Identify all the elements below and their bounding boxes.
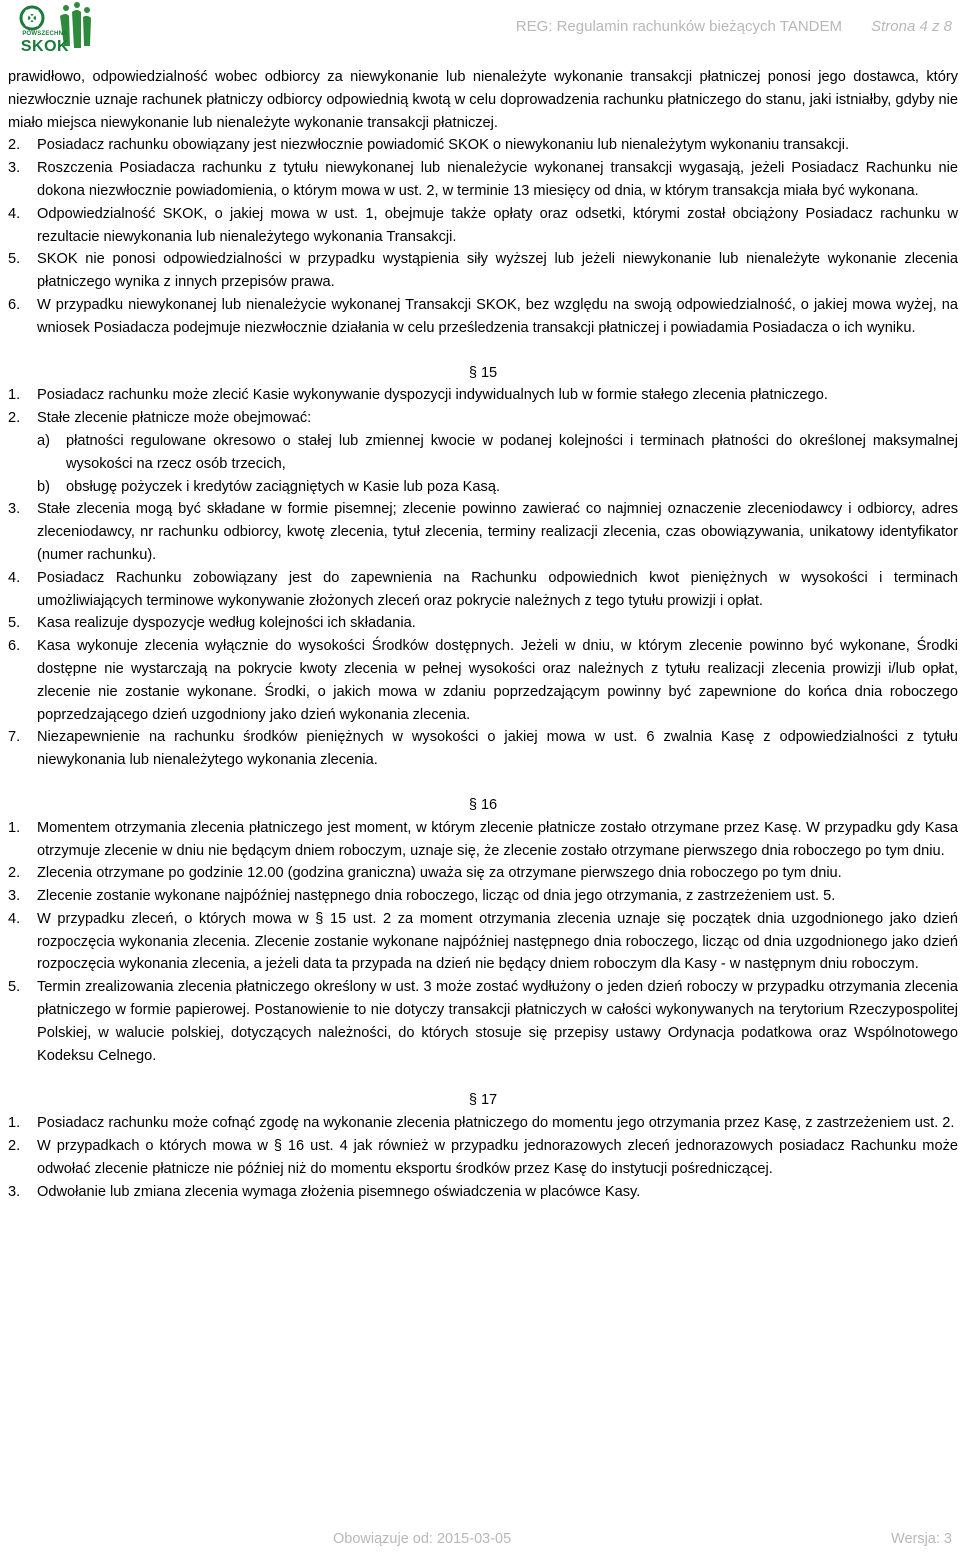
list-item	[8, 1181, 958, 1204]
item-number: 4.	[8, 910, 21, 927]
sub-list-item	[8, 476, 958, 499]
skok-logo	[14, 2, 94, 56]
sub-item-letter: b)	[37, 478, 50, 495]
item-text: Stałe zlecenia mogą być składane w formie pisemnej; zlecenie powinno zawierać co najmniej oznaczenie zleceniodawcy i odbiorcy, adres zleceniodawcy, nr rachunku odbiorcy, kwotę zlecenia, tytuł zlecenia, terminy realizacji zlecenia, czas obowiązywania, unikatowy identyfikator (numer rachunku).	[37, 501, 958, 563]
item-number: 5.	[8, 979, 21, 996]
item-text: Zlecenia otrzymane po godzinie 12.00 (godzina graniczna) uważa się za otrzymane pierwszego dnia roboczego po tym dniu.	[37, 865, 842, 882]
item-number: 2.	[8, 1138, 21, 1155]
list-item	[8, 635, 958, 726]
item-text: Zlecenie zostanie wykonane najpóźniej następnego dnia roboczego, licząc od dnia jego otrzymania, z zastrzeżeniem ust. 5.	[37, 888, 836, 905]
page-header	[0, 0, 960, 62]
item-number: 3.	[8, 160, 21, 177]
item-number: 3.	[8, 1183, 21, 1200]
item-number: 2.	[8, 137, 21, 154]
section-heading-15	[8, 362, 958, 385]
list-item	[8, 726, 958, 772]
section-heading-17	[8, 1089, 958, 1112]
logo-text-large: SKOK	[20, 38, 70, 55]
list-item	[8, 248, 958, 294]
sub-item-text: obsługę pożyczek i kredytów zaciągniętych w Kasie lub poza Kasą.	[66, 478, 500, 495]
sub-item-text: płatności regulowane okresowo o stałej lub zmiennej kwocie w podanej kolejności i terminach płatności do określonej maksymalnej wysokości na rzecz osób trzecich,	[66, 432, 958, 472]
page-number: Strona 4 z 8	[871, 18, 952, 35]
item-text: Posiadacz rachunku może zlecić Kasie wykonywanie dyspozycji indywidualnych lub w formie stałego zlecenia płatniczego.	[37, 387, 828, 404]
item-number: 1.	[8, 1115, 21, 1132]
item-number: 1.	[8, 819, 21, 836]
page-footer	[0, 1529, 960, 1553]
item-text: Stałe zlecenie płatnicze może obejmować:	[37, 410, 312, 427]
item-number: 6.	[8, 296, 21, 313]
item-text: Kasa realizuje dyspozycje według kolejności ich składania.	[37, 615, 416, 632]
item-number: 3.	[8, 888, 21, 905]
item-text: Momentem otrzymania zlecenia płatniczego jest moment, w którym zlecenie płatnicze zostało otrzymane przez Kasę. W przypadku gdy Kasa otrzymuje zlecenie w dniu nie będącym dniem roboczym, uznaje się, że zlecenie zostało otrzymane pierwszego dnia roboczego po tym dniu.	[37, 819, 958, 859]
list-item	[8, 567, 958, 613]
item-text: Termin zrealizowania zlecenia płatniczego określony w ust. 3 może zostać wydłużony o jeden dzień roboczy w przypadku otrzymania zlecenia płatniczego w formie papierowej. Postanowienie to nie dotyczy transakcji płatniczych w całości wykonywanych na terytorium Rzeczypospolitej Polskiej, w walucie polskiej, dotyczących należności, do których stosuje się przepisy ustawy Ordynacja podatkowa oraz Wspólnotowego Kodeksu Celnego.	[37, 979, 958, 1064]
item-number: 7.	[8, 729, 21, 746]
list-item	[8, 862, 958, 885]
list-item	[8, 498, 958, 566]
list-item	[8, 294, 958, 340]
list-item	[8, 407, 958, 430]
list-item	[8, 1112, 958, 1135]
item-number: 4.	[8, 205, 21, 222]
document-title: REG: Regulamin rachunków bieżących TANDEM	[515, 18, 842, 35]
item-number: 1.	[8, 387, 21, 404]
list-item	[8, 908, 958, 976]
list-item	[8, 384, 958, 407]
item-text: W przypadkach o których mowa w § 16 ust. 4 jak również w przypadku jednorazowych zleceń jednorazowych posiadacz Rachunku może odwołać zlecenie płatnicze nie później niż do momentu eksportu środków przez Kasę do instytucji pośredniczącej.	[37, 1138, 958, 1177]
item-text: Odwołanie lub zmiana zlecenia wymaga złożenia pisemnego oświadczenia w placówce Kasy.	[37, 1183, 641, 1200]
section-number: 15	[480, 364, 498, 381]
paragraph-sign: §	[468, 1092, 477, 1109]
item-text: Odpowiedzialność SKOK, o jakiej mowa w ust. 1, obejmuje także opłaty oraz odsetki, którymi został obciążony Posiadacz rachunku w rezultacie niewykonania lub nienależytego wykonania Transakcji.	[37, 205, 958, 245]
item-text: Kasa wykonuje zlecenia wyłącznie do wysokości Środków dostępnych. Jeżeli w dniu, w którym zlecenie powinno być wykonane, Środki dostępne nie wystarczają na pokrycie kwoty zlecenia w pełnej wysokości oraz należnych z tytułu realizacji zlecenia prowizji i/lub opłat, zlecenie nie zostanie wykonane. Środki, o jakich mowa w zdaniu poprzedzającym powinny być zapewnione do końca dnia roboczego poprzedzającego dzień uzgodniony jako dzień wykonania zlecenia.	[37, 638, 958, 723]
item-text: W przypadku zleceń, o których mowa w § 15 ust. 2 za moment otrzymania zlecenia uznaje się początek dnia uzgodnionego jako dzień rozpoczęcia wykonania zlecenia. Zlecenie zostanie wykonane najpóźniej następnego dnia roboczego, licząc od dnia uzgodnionego jako dzień rozpoczęcia wykonania zlecenia, a jeżeli data ta przypada na dzień nie będący dniem roboczym dla Kasy - w następnym dniu roboczym.	[37, 910, 958, 973]
sub-item-letter: a)	[37, 432, 50, 449]
item-number: 2.	[8, 410, 21, 427]
item-text: Posiadacz Rachunku zobowiązany jest do zapewnienia na Rachunku odpowiednich kwot pieniężnych w wysokości i terminach umożliwiających terminowe wykonywanie złożonych zleceń oraz pokrycie należnych z tego tytułu prowizji i opłat.	[37, 569, 958, 609]
item-text: Posiadacz rachunku może cofnąć zgodę na wykonanie zlecenia płatniczego do momentu jego otrzymania przez Kasę, z zastrzeżeniem ust. 2.	[37, 1115, 955, 1132]
item-text: W przypadku niewykonanej lub nienależycie wykonanej Transakcji SKOK, bez względu na swoją odpowiedzialność, o jakiej mowa wyżej, na wniosek Posiadacza podejmuje niezwłocznie działania w celu prześledzenia transakcji płatniczej i powiadamia Posiadacza o ich wyniku.	[37, 296, 958, 336]
list-item	[8, 1135, 958, 1181]
list-item	[8, 817, 958, 863]
list-item	[8, 203, 958, 249]
list-item	[8, 885, 958, 908]
item-number: 6.	[8, 638, 21, 655]
list-item	[8, 157, 958, 203]
list-item	[8, 976, 958, 1067]
item-text: Roszczenia Posiadacza rachunku z tytułu niewykonanej lub nienależycie wykonanej transakcji wygasają, jeżeli Posiadacz Rachunku nie dokona niezwłocznie powiadomienia, o którym mowa w ust. 2, w terminie 13 miesięcy od dnia, w którym transakcja miała być wykonana.	[37, 160, 958, 199]
paragraph-sign: §	[468, 796, 477, 813]
paragraph-sign: §	[468, 364, 477, 381]
item-number: 4.	[8, 569, 21, 586]
item-text: Posiadacz rachunku obowiązany jest niezwłocznie powiadomić SKOK o niewykonaniu lub nienależytym wykonaniu transakcji.	[37, 137, 849, 154]
item-number: 2.	[8, 865, 21, 882]
item-number: 5.	[8, 251, 21, 268]
section-number: 17	[480, 1092, 498, 1109]
intro-paragraph: prawidłowo, odpowiedzialność wobec odbiorcy za niewykonanie lub nienależyte wykonanie transakcji płatniczej ponosi jego dostawca, który niezwłocznie uznaje rachunek płatniczy odbiorcy odpowiednią kwotą w celu doprowadzenia rachunku płatniczego do stanu, jaki istniałby, gdyby nie miało miejsca niewykonanie lub nienależyte wykonanie transakcji płatniczej.	[8, 69, 958, 131]
item-text: Niezapewnienie na rachunku środków pieniężnych w wysokości o jakiej mowa w ust. 6 zwalnia Kasę z odpowiedzialności z tytułu niewykonania lub nienależytego wykonania zlecenia.	[37, 729, 958, 769]
section-number: 16	[480, 796, 498, 813]
sub-list-item	[8, 430, 958, 476]
list-item	[8, 612, 958, 635]
version-label: Wersja: 3	[891, 1531, 952, 1547]
document-body	[8, 66, 958, 1203]
section-heading-16	[8, 794, 958, 817]
list-item	[8, 134, 958, 157]
item-text: SKOK nie ponosi odpowiedzialności w przypadku wystąpienia siły wyższej lub jeżeli niewykonanie lub nienależyte wykonanie zlecenia płatniczego wynika z innych przepisów prawa.	[37, 251, 958, 291]
item-number: 5.	[8, 615, 21, 632]
logo-text-small: POWSZECHNA	[22, 31, 68, 37]
item-number: 3.	[8, 501, 21, 518]
effective-date: Obowiązuje od: 2015-03-05	[333, 1531, 512, 1547]
